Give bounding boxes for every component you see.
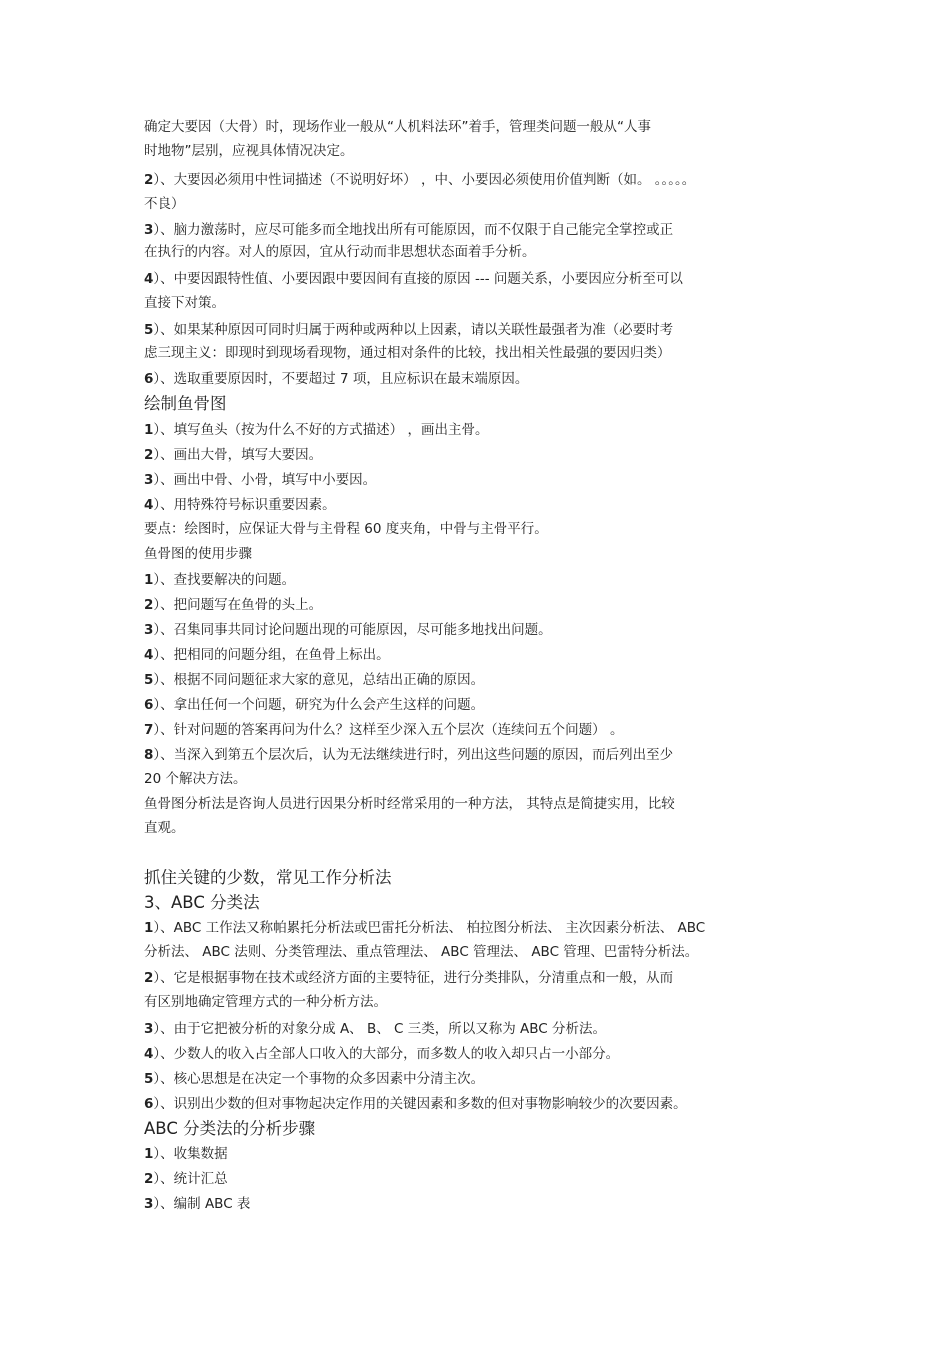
text-line: [144, 1170, 228, 1188]
item-number: 4: [144, 647, 154, 663]
line-text: ）、大要因必须用中性词描述（不说明好坏） ，中、小要因必须使用价值判断（如。 。。。。。: [153, 172, 696, 188]
item-number: 4: [144, 271, 154, 287]
line-text: ）、根据不同问题征求大家的意见，总结出正确的原因。: [153, 672, 485, 688]
item-number: 6: [144, 1096, 154, 1112]
line-text: ABC 分类法的分析步骤: [144, 1119, 316, 1138]
line-text: 不良）: [144, 196, 185, 212]
line-text: ）、收集数据: [153, 1146, 228, 1162]
item-number: 2: [144, 597, 154, 613]
text-line: [144, 696, 484, 714]
line-text: 时地物”层别，应视具体情况决定。: [144, 143, 354, 159]
section-heading: [144, 868, 392, 888]
line-text: 鱼骨图的使用步骤: [144, 546, 252, 562]
text-line: [144, 294, 225, 312]
line-text: ）、用特殊符号标识重要因素。: [153, 497, 336, 513]
item-number: 1: [144, 920, 154, 936]
text-line: [144, 142, 354, 160]
line-text: ）、如果某种原因可同时归属于两种或两种以上因素，请以关联性最强者为准（必要时考: [153, 322, 674, 338]
text-line: [144, 195, 185, 213]
text-line: [144, 1020, 606, 1038]
text-line: [144, 520, 548, 538]
line-text: 虑三现主义：即现时到现场看现物，通过相对条件的比较，找出相关性最强的要因归类）: [144, 345, 671, 361]
line-text: ）、中要因跟特性值、小要因跟中要因间有直接的原因 --- 问题关系，小要因应分析至可以: [153, 271, 683, 287]
item-number: 5: [144, 1071, 154, 1087]
line-text: ）、拿出任何一个问题，研究为什么会产生这样的问题。: [153, 697, 485, 713]
line-text: ）、填写鱼头（按为什么不好的方式描述） ，画出主骨。: [153, 422, 489, 438]
line-text: ）、画出大骨，填写大要因。: [153, 447, 323, 463]
item-number: 3: [144, 1021, 154, 1037]
line-text: ）、它是根据事物在技术或经济方面的主要特征，进行分类排队，分清重点和一般，从而: [153, 970, 674, 986]
line-text: 有区别地确定管理方式的一种分析方法。: [144, 994, 387, 1010]
line-text: ）、把相同的问题分组，在鱼骨上标出。: [153, 647, 390, 663]
text-line: [144, 243, 536, 261]
line-text: 在执行的内容。对人的原因，宜从行动而非思想状态面着手分析。: [144, 244, 536, 260]
text-line: [144, 321, 673, 339]
item-number: 7: [144, 722, 154, 738]
text-line: [144, 545, 252, 563]
item-number: 4: [144, 1046, 154, 1062]
text-line: [144, 795, 675, 813]
section-heading: [144, 394, 227, 414]
text-line: [144, 171, 695, 189]
text-line: [144, 721, 623, 739]
line-text: 鱼骨图分析法是咨询人员进行因果分析时经常采用的一种方法， 其特点是简捷实用，比较: [144, 796, 675, 812]
item-number: 1: [144, 422, 154, 438]
item-number: 2: [144, 447, 154, 463]
line-text: 要点：绘图时，应保证大骨与主骨程 60 度夹角，中骨与主骨平行。: [144, 521, 548, 537]
section-heading: [144, 893, 260, 913]
text-line: [144, 770, 246, 788]
text-line: [144, 646, 390, 664]
line-text: ）、编制 ABC 表: [153, 1196, 251, 1212]
text-line: [144, 819, 185, 837]
item-number: 5: [144, 322, 154, 338]
text-line: [144, 471, 376, 489]
text-line: [144, 1095, 687, 1113]
line-text: ）、查找要解决的问题。: [153, 572, 296, 588]
text-line: [144, 993, 387, 1011]
line-text: ）、把问题写在鱼骨的头上。: [153, 597, 323, 613]
item-number: 8: [144, 747, 154, 763]
line-text: ）、当深入到第五个层次后，认为无法继续进行时，列出这些问题的原因，而后列出至少: [153, 747, 674, 763]
line-text: 确定大要因（大骨）时，现场作业一般从“人机料法环”着手，管理类问题一般从“人事: [144, 119, 651, 135]
text-line: [144, 446, 322, 464]
line-text: ）、选取重要原因时，不要超过 7 项，且应标识在最末端原因。: [153, 371, 529, 387]
line-text: 直接下对策。: [144, 295, 225, 311]
line-text: ）、统计汇总: [153, 1171, 228, 1187]
text-line: [144, 943, 698, 961]
line-text: 直观。: [144, 820, 185, 836]
section-heading: [144, 1119, 315, 1139]
item-number: 6: [144, 697, 154, 713]
text-line: [144, 1045, 619, 1063]
text-line: [144, 596, 322, 614]
line-text: 抓住关键的少数，常见工作分析法: [144, 868, 392, 887]
line-text: 3、ABC 分类法: [144, 893, 260, 912]
text-line: [144, 571, 295, 589]
item-number: 2: [144, 970, 154, 986]
text-line: [144, 621, 552, 639]
text-line: [144, 1145, 228, 1163]
item-number: 3: [144, 622, 154, 638]
line-text: ）、脑力激荡时，应尽可能多而全地找出所有可能原因，而不仅限于自己能完全掌控或正: [153, 222, 674, 238]
text-line: [144, 496, 336, 514]
item-number: 5: [144, 672, 154, 688]
item-number: 2: [144, 1171, 154, 1187]
text-line: [144, 671, 484, 689]
line-text: ）、画出中骨、小骨，填写中小要因。: [153, 472, 377, 488]
item-number: 1: [144, 572, 154, 588]
line-text: ）、少数人的收入占全部人口收入的大部分，而多数人的收入却只占一小部分。: [153, 1046, 620, 1062]
text-line: [144, 221, 673, 239]
line-text: ）、召集同事共同讨论问题出现的可能原因，尽可能多地找出问题。: [153, 622, 552, 638]
line-text: ）、核心思想是在决定一个事物的众多因素中分清主次。: [153, 1071, 485, 1087]
line-text: ）、由于它把被分析的对象分成 A、 B、 C 三类，所以又称为 ABC 分析法。: [153, 1021, 607, 1037]
line-text: 分析法、 ABC 法则、分类管理法、重点管理法、 ABC 管理法、 ABC 管理、巴雷特分析法。: [144, 944, 699, 960]
text-line: [144, 1070, 484, 1088]
item-number: 3: [144, 222, 154, 238]
line-text: ）、ABC 工作法又称帕累托分析法或巴雷托分析法、 柏拉图分析法、 主次因素分析法、 ABC: [153, 920, 706, 936]
text-line: [144, 1195, 250, 1213]
text-line: [144, 118, 651, 136]
text-line: [144, 919, 705, 937]
item-number: 6: [144, 371, 154, 387]
line-text: 20 个解决方法。: [144, 771, 247, 787]
text-line: [144, 421, 488, 439]
text-line: [144, 370, 528, 388]
line-text: ）、识别出少数的但对事物起决定作用的关键因素和多数的但对事物影响较少的次要因素。: [153, 1096, 687, 1112]
line-text: 绘制鱼骨图: [144, 394, 227, 413]
item-number: 3: [144, 472, 154, 488]
line-text: ）、针对问题的答案再问为什么？这样至少深入五个层次（连续问五个问题） 。: [153, 722, 624, 738]
text-line: [144, 746, 673, 764]
text-line: [144, 344, 671, 362]
item-number: 3: [144, 1196, 154, 1212]
text-line: [144, 270, 683, 288]
item-number: 4: [144, 497, 154, 513]
text-line: [144, 969, 673, 987]
item-number: 1: [144, 1146, 154, 1162]
item-number: 2: [144, 172, 154, 188]
